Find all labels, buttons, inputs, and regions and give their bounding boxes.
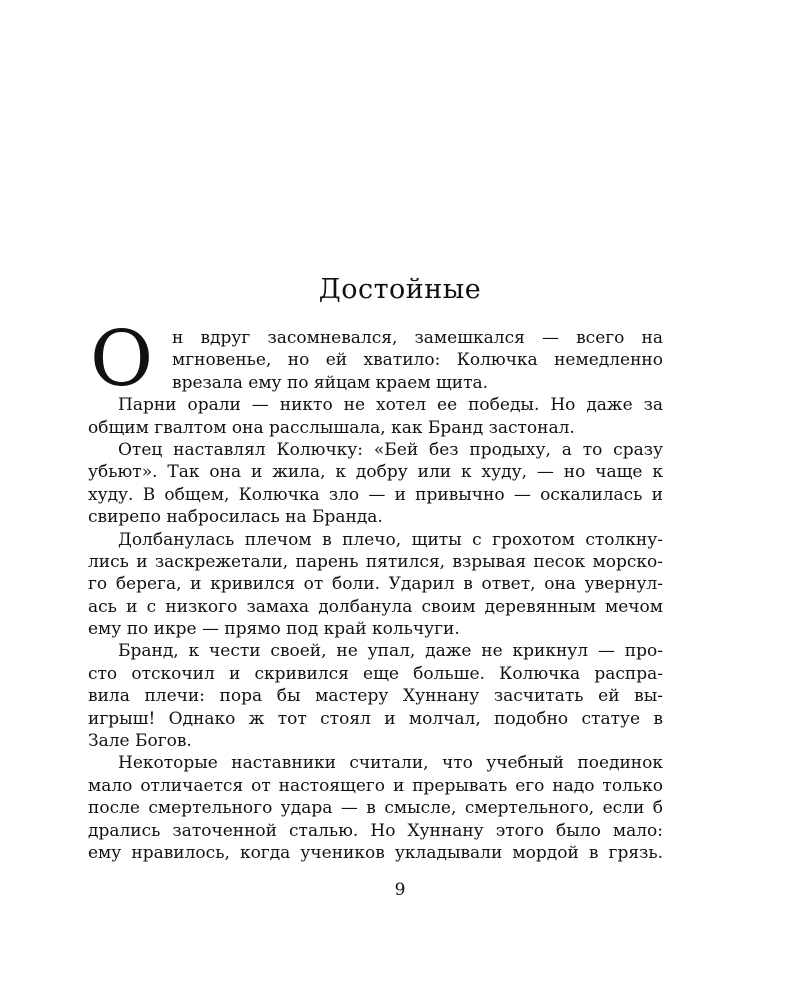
- text-line: Долбанулась плечом в плечо, щиты с грохотом столкну-: [118, 529, 663, 550]
- paragraph: [88, 640, 663, 752]
- page-number: 9: [394, 880, 406, 900]
- text-line: свирепо набросилась на Бранда.: [88, 507, 383, 528]
- text-line: н вдруг засомневался, замешкался — всего на: [172, 328, 663, 348]
- body-text: [88, 315, 663, 864]
- text-line: вила плечи: пора бы мастеру Хуннану засчитать ей вы-: [88, 686, 663, 707]
- paragraph: [88, 439, 663, 529]
- paragraph: [88, 394, 663, 439]
- text-line: игрыш! Однако ж тот стоял и молчал, подобно статуе в: [88, 708, 663, 729]
- text-line: ему по икре — прямо под край кольчуги.: [88, 619, 460, 640]
- chapter-title: Достойные: [318, 274, 482, 305]
- text-line: мало отличается от настоящего и прерывать его надо только: [88, 775, 663, 796]
- text-line: го берега, и кривился от боли. Ударил в ответ, она увернул-: [88, 574, 663, 595]
- text-line: Некоторые наставники считали, что учебный поединок: [118, 753, 663, 774]
- text-line: врезала ему по яйцам краем щита.: [172, 372, 489, 393]
- text-line: Парни орали — никто не хотел ее победы. Но даже за: [118, 395, 663, 416]
- text-line: убьют». Так она и жила, к добру или к худу, — но чаще к: [88, 462, 663, 483]
- text-line: сто отскочил и скривился еще больше. Колючка распра-: [88, 663, 663, 684]
- text-line: Зале Богов.: [88, 731, 192, 752]
- text-line: Бранд, к чести своей, не упал, даже не крикнул — про-: [118, 641, 663, 662]
- text-line: Отец наставлял Колючку: «Бей без продыху, а то сразу: [118, 439, 663, 460]
- paragraph: [88, 752, 663, 864]
- text-line: худу. В общем, Колючка зло — и привычно — оскалилась и: [88, 484, 663, 505]
- text-line: мгновенье, но ей хватило: Колючка немедленно: [172, 350, 663, 371]
- paragraph: [88, 529, 663, 641]
- text-line: дрались заточенной сталью. Но Хуннану этого было мало:: [88, 820, 663, 841]
- text-line: после смертельного удара — в смысле, смертельного, если б: [88, 798, 663, 819]
- opening-paragraph: [88, 315, 663, 404]
- text-line: общим гвалтом она расслышала, как Бранд застонал.: [88, 417, 575, 438]
- text-line: лись и заскрежетали, парень пятился, взрывая песок морско-: [88, 551, 663, 572]
- text-line: ась и с низкого замаха долбанула своим деревянным мечом: [88, 596, 663, 617]
- drop-cap: О: [90, 315, 154, 404]
- text-line: ему нравилось, когда учеников укладывали мордой в грязь.: [88, 842, 663, 863]
